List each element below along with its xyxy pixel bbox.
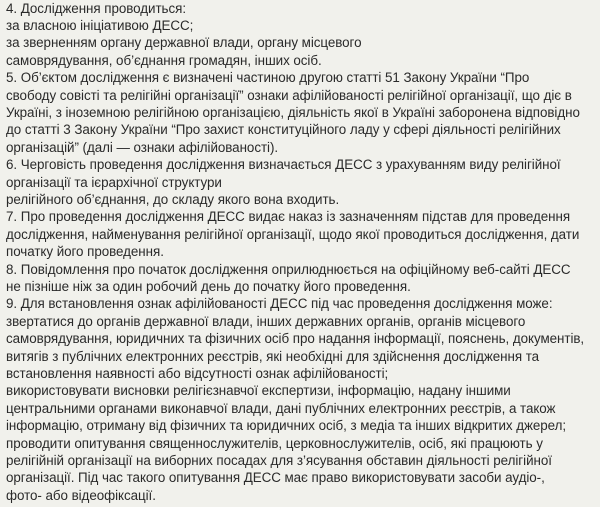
text-line: Україні, з іноземною релігійною організацією, діяльність якої в Україні заборонена відповідно: [6, 105, 580, 120]
text-line: фото- або відеофіксації.: [6, 488, 156, 503]
text-line: встановлення наявності або відсутності ознак афілійованості;: [6, 366, 389, 381]
text-line: 7. Про проведення дослідження ДЕСС видає наказ із зазначенням підстав для проведення: [6, 209, 571, 224]
text-line: за зверненням органу державної влади, органу місцевого: [6, 35, 362, 50]
text-line: початку його проведення.: [6, 244, 164, 259]
text-line: витягів з публічних електронних реєстрів, які необхідні для здійснення дослідження та: [6, 349, 540, 364]
text-line: звертатися до органів державної влади, інших державних органів, органів місцевого: [6, 314, 526, 329]
text-line: свободу совісті та релігійні організації” ознаки афілійованості релігійної організації, що діє в: [6, 88, 572, 103]
text-line: інформацію, отриману від фізичних та юридичних осіб, з медіа та інших відкритих джерел;: [6, 418, 567, 433]
text-line: 9. Для встановлення ознак афілійованості ДЕСС під час проведення дослідження може:: [6, 296, 553, 311]
text-line: дослідження, найменування релігійної організації, щодо якої проводиться дослідження, дати: [6, 227, 580, 242]
text-line: 8. Повідомлення про початок дослідження оприлюднюється на офіційному веб-сайті ДЕСС: [6, 262, 571, 277]
text-line: релігійній організації на виборних посадах для з’ясування обставин діяльності релігійної: [6, 453, 552, 468]
text-line: використовувати висновки релігієзнавчої експертизи, інформацію, надану іншими: [6, 383, 511, 398]
text-line: проводити опитування священнослужителів, церковнослужителів, осіб, які працюють у: [6, 436, 543, 451]
text-line: релігійного об’єднання, до складу якого вона входить.: [6, 192, 340, 207]
text-line: за власною ініціативою ДЕСС;: [6, 18, 194, 33]
text-line: самоврядування, юридичних та фізичних осіб про надання інформації, пояснень, документів,: [6, 331, 585, 346]
text-line: центральними органами виконавчої влади, дані публічних електронних реєстрів, а також: [6, 401, 556, 416]
text-line: не пізніше ніж за один робочий день до початку його проведення.: [6, 279, 411, 294]
text-line: 6. Черговість проведення дослідження визначається ДЕСС з урахуванням виду релігійної: [6, 157, 561, 172]
text-line: до статті 3 Закону України “Про захист конституційного ладу у сфері діяльності релігійних: [6, 122, 561, 137]
text-line: самоврядування, об’єднання громадян, інших осіб.: [6, 53, 322, 68]
text-line: організації. Під час такого опитування ДЕСС має право використовувати засоби аудіо-,: [6, 470, 545, 485]
text-line: 4. Дослідження проводиться:: [6, 1, 186, 16]
text-line: 5. Об’єктом дослідження є визначені частиною другою статті 51 Закону України “Про: [6, 70, 530, 85]
text-line: організацій” (далі — ознаки афілійованості).: [6, 140, 279, 155]
text-line: організації та ієрархічної структури: [6, 175, 222, 190]
